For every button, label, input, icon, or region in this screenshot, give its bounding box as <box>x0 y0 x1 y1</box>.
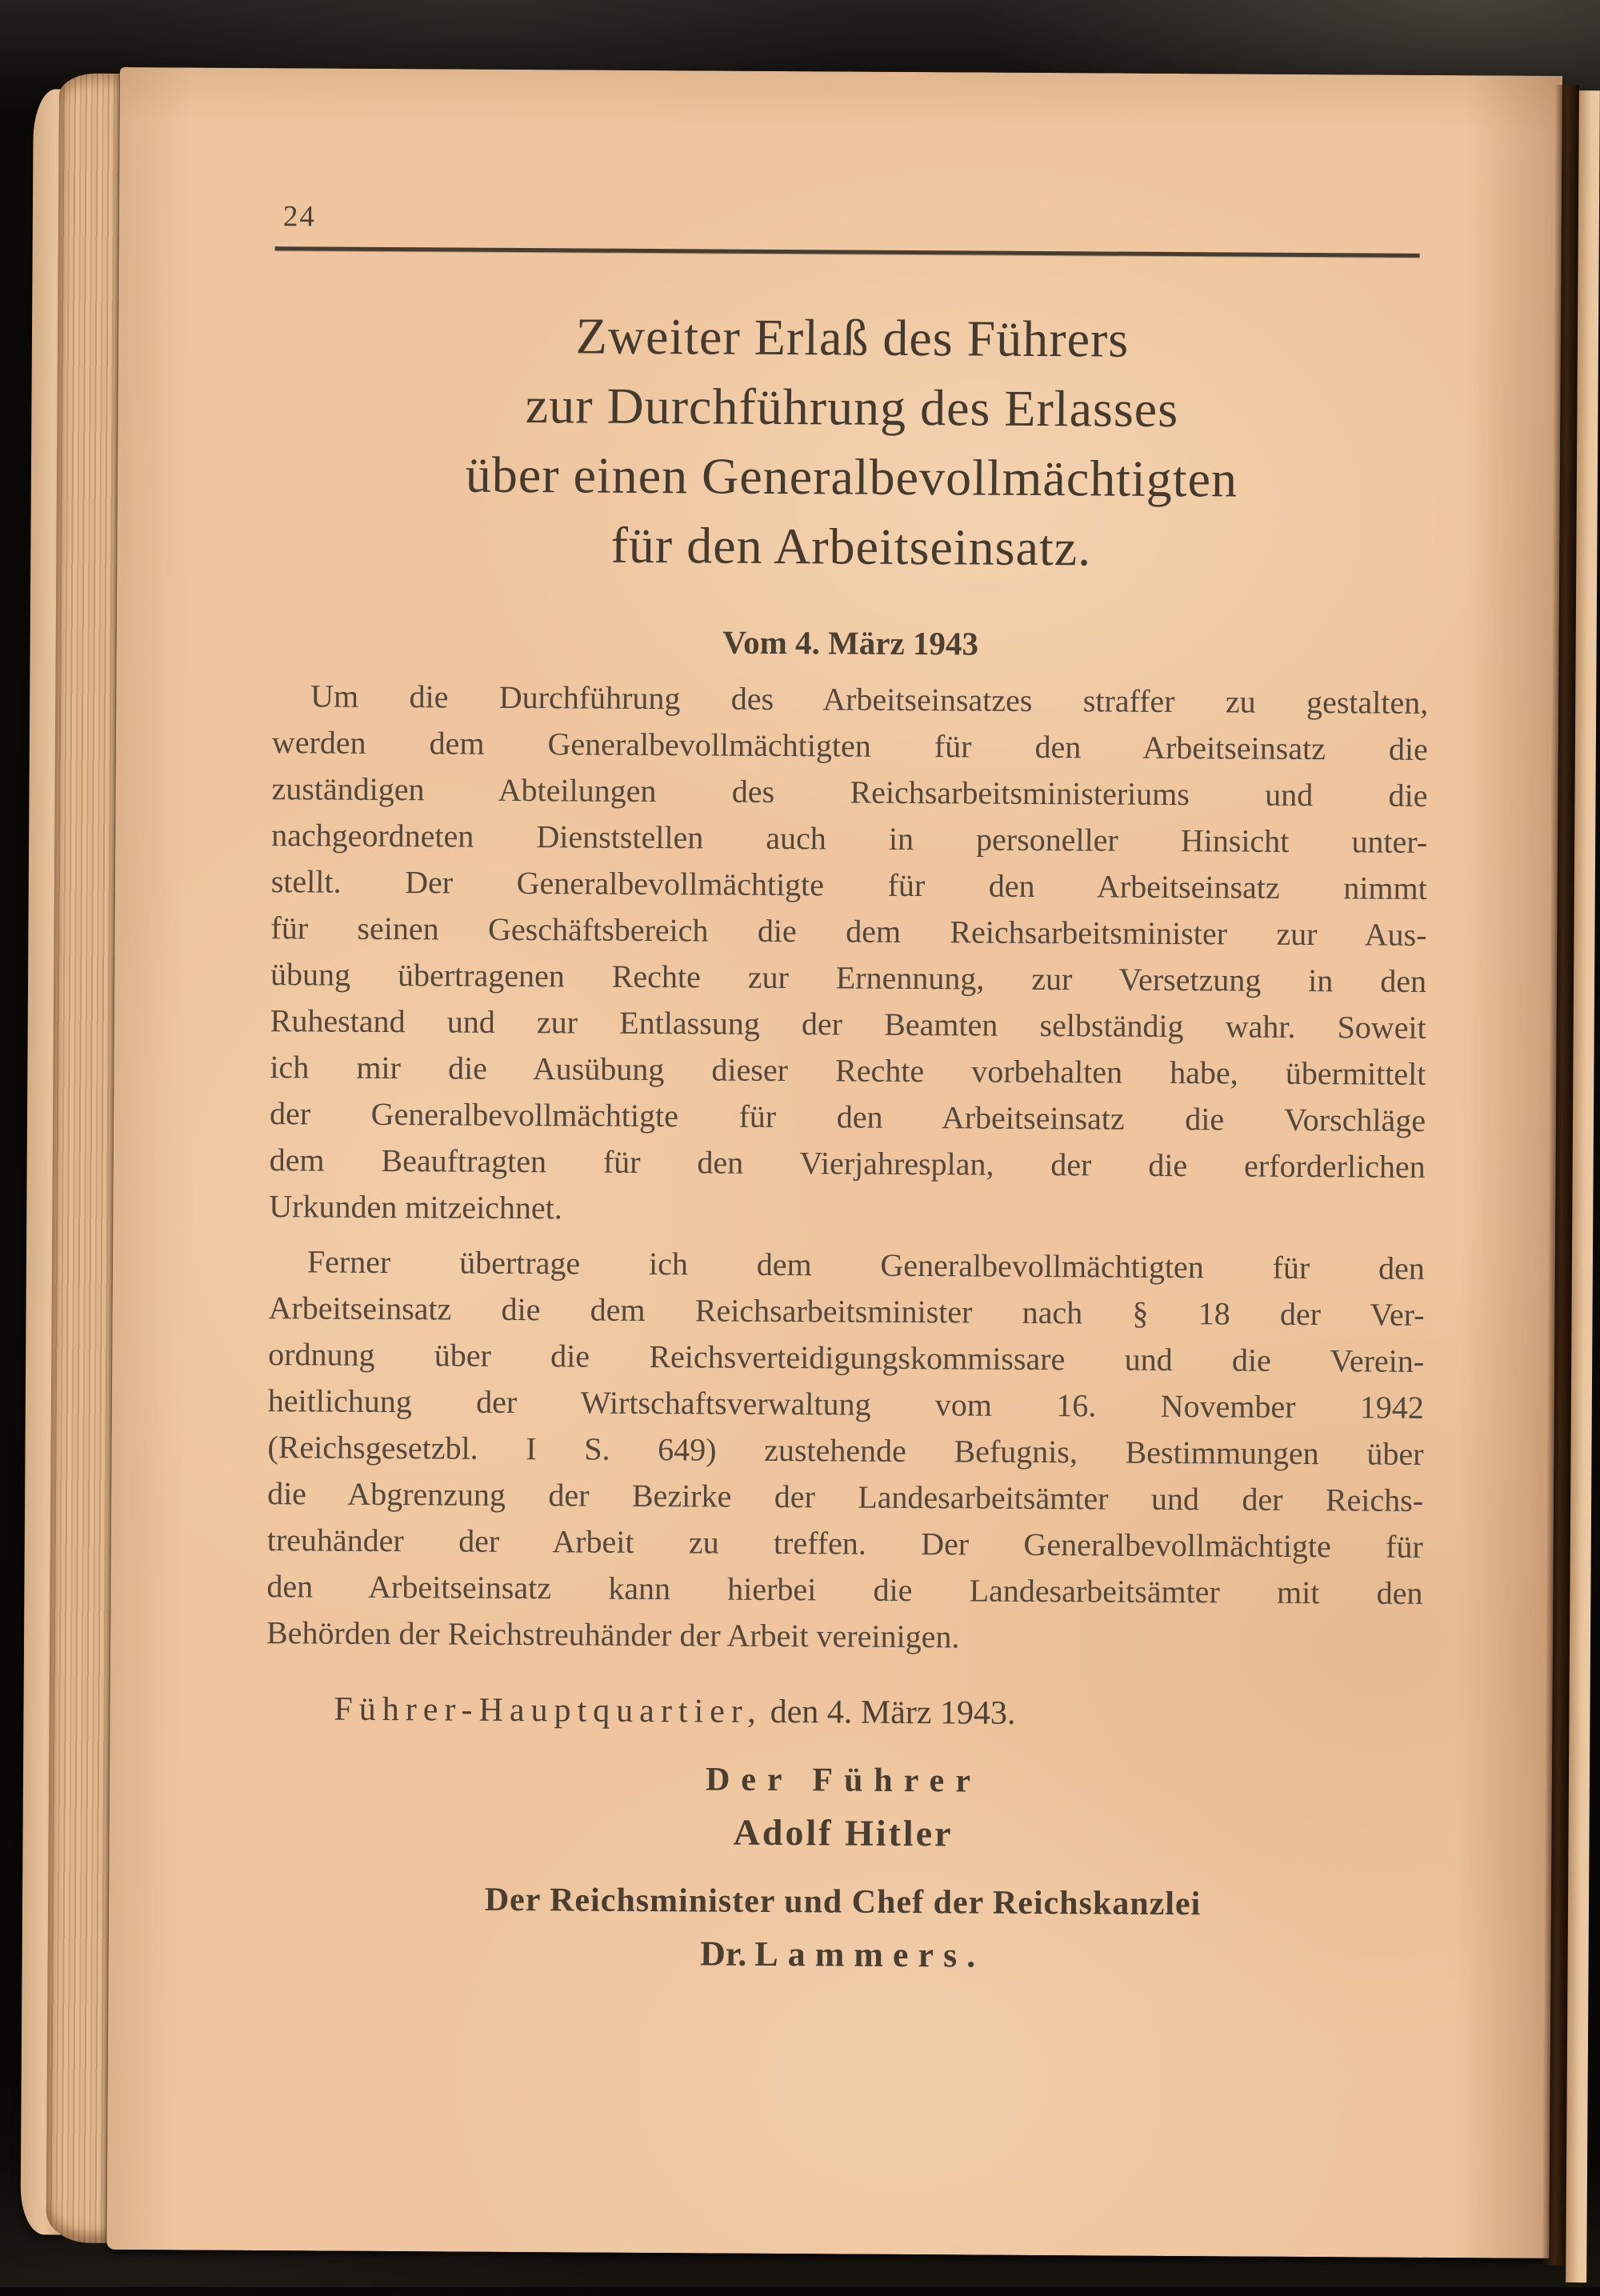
header-rule <box>275 246 1420 258</box>
text-line: Arbeitseinsatz die dem Reichsarbeitsminister nach § 18 der Ver- <box>268 1285 1424 1338</box>
page-number: 24 <box>283 199 316 234</box>
signature-role-reichsminister: Der Reichsminister und Chef der Reichskanzlei <box>265 1879 1421 1925</box>
book-page <box>106 67 1562 2258</box>
text-line: dem Beauftragten für den Vierjahresplan, der die erforderlichen <box>270 1137 1426 1190</box>
text-line: übung übertragenen Rechte zur Ernennung, zur Versetzung in den <box>270 951 1426 1005</box>
text-line: Um die Durchführung des Arbeitseinsatzes straffer zu gestalten, <box>272 673 1428 726</box>
text-line: für seinen Geschäftsbereich die dem Reichsarbeitsminister zur Aus- <box>270 905 1426 958</box>
text-line: treuhänder der Arbeit zu treffen. Der Generalbevollmächtigte für <box>267 1517 1423 1570</box>
signature-role-fuehrer: Der Führer <box>266 1758 1422 1803</box>
text-line: ich mir die Ausübung dieser Rechte vorbehalten habe, übermittelt <box>270 1044 1426 1098</box>
signature-name-lammers <box>265 1930 1421 1978</box>
text-line: stellt. Der Generalbevollmächtigte für den Arbeitseinsatz nimmt <box>271 858 1427 912</box>
text-line: Ruhestand und zur Entlassung der Beamten selbständig wahr. Soweit <box>270 998 1426 1051</box>
decree-title <box>273 299 1430 585</box>
decree-date-subtitle: Vom 4. März 1943 <box>273 620 1429 666</box>
text-line: die Abgrenzung der Bezirke der Landesarbeitsämter und der Reichs- <box>267 1470 1423 1524</box>
text-line: für den Arbeitseinsatz. <box>273 508 1430 585</box>
dateline <box>334 1690 1015 1733</box>
text-line: Ferner übertrage ich dem Generalbevollmächtigten für den <box>269 1238 1425 1292</box>
text-line: der Generalbevollmächtigte für den Arbeitseinsatz die Vorschläge <box>270 1090 1426 1144</box>
text-line: Behörden der Reichstreuhänder der Arbeit vereinigen. <box>266 1610 1422 1663</box>
text-line: ordnung über die Reichsverteidigungskommissare und die Verein- <box>268 1331 1424 1385</box>
dateline-location: Führer-Hauptquartier, <box>334 1691 762 1730</box>
text-line: Zweiter Erlaß des Führers <box>274 299 1431 376</box>
signature-name-surname: Lammers. <box>754 1934 985 1975</box>
text-line: zuständigen Abteilungen des Reichsarbeitsministeriums und die <box>271 766 1427 819</box>
paragraph-1 <box>269 673 1428 1237</box>
text-line: werden dem Generalbevollmächtigten für den Arbeitseinsatz die <box>272 719 1428 773</box>
text-line: heitlichung der Wirtschaftsverwaltung vom 16. November 1942 <box>268 1378 1424 1431</box>
text-line: nachgeordneten Dienststellen auch in personeller Hinsicht unter- <box>271 812 1427 866</box>
signature-name-hitler: Adolf Hitler <box>265 1808 1421 1858</box>
text-line: den Arbeitseinsatz kann hierbei die Landesarbeitsämter mit den <box>266 1563 1422 1617</box>
text-line: (Reichsgesetzbl. I S. 649) zustehende Befugnis, Bestimmungen über <box>267 1424 1423 1478</box>
text-line: Urkunden mitzeichnet. <box>269 1183 1425 1237</box>
text-line: zur Durchführung des Erlasses <box>274 369 1430 446</box>
dateline-date: den 4. März 1943. <box>770 1694 1016 1732</box>
signature-name-prefix: Dr. <box>700 1934 747 1973</box>
paragraph-2 <box>266 1238 1425 1663</box>
text-line: über einen Generalbevollmächtigten <box>274 438 1430 515</box>
